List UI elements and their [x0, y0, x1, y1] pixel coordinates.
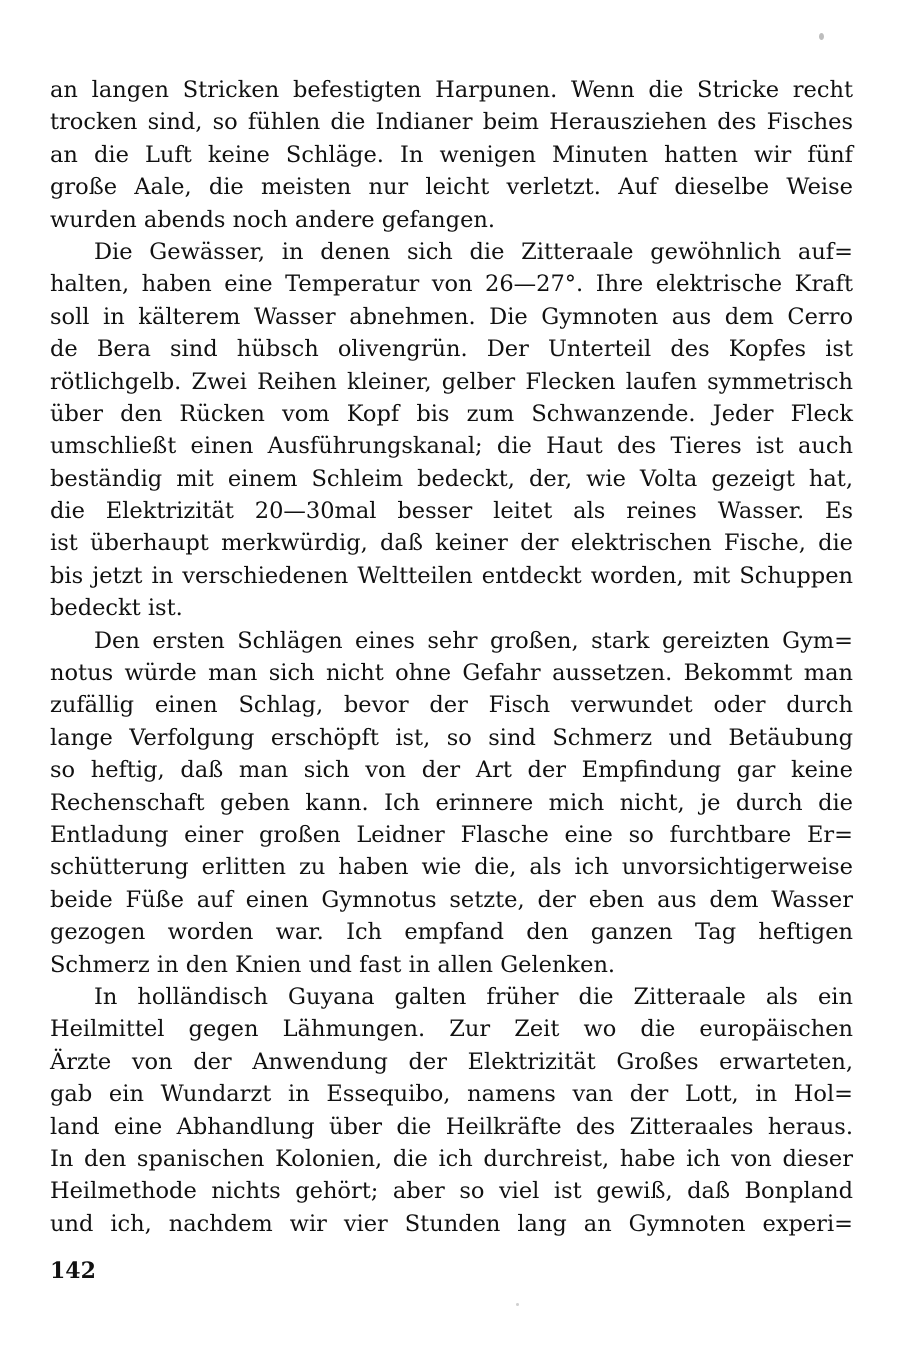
body-text	[50, 74, 853, 1240]
text-line: große Aale, die meisten nur leicht verletzt. Auf dieselbe Weise	[50, 174, 853, 201]
text-line: über den Rücken vom Kopf bis zum Schwanzende. Jeder Fleck	[50, 400, 853, 427]
text-line: Ärzte von der Anwendung der Elektrizität Großes erwarteten,	[50, 1048, 853, 1075]
text-line: wurden abends noch andere gefangen.	[50, 206, 496, 233]
text-line: schütterung erlitten zu haben wie die, als ich unvorsichtigerweise	[50, 854, 853, 881]
text-line: bis jetzt in verschiedenen Weltteilen entdeckt worden, mit Schuppen	[50, 562, 853, 589]
text-line: zufällig einen Schlag, bevor der Fisch verwundet oder durch	[50, 692, 853, 719]
text-line: Schmerz in den Knien und fast in allen Gelenken.	[50, 951, 616, 978]
text-line: so heftig, daß man sich von der Art der Empfindung gar keine	[50, 757, 853, 784]
text-line: lange Verfolgung erschöpft ist, so sind Schmerz und Betäubung	[50, 724, 853, 751]
text-line: notus würde man sich nicht ohne Gefahr aussetzen. Bekommt man	[50, 660, 853, 687]
text-line: umschließt einen Ausführungskanal; die Haut des Tieres ist auch	[50, 433, 853, 460]
text-line: Den ersten Schlägen eines sehr großen, stark gereizten Gym=	[94, 627, 853, 654]
ink-speck	[819, 33, 824, 40]
text-line: gab ein Wundarzt in Essequibo, namens van der Lott, in Hol=	[50, 1081, 853, 1108]
text-line: an die Luft keine Schläge. In wenigen Minuten hatten wir fünf	[50, 141, 853, 168]
text-line: Entladung einer großen Leidner Flasche eine so furchtbare Er=	[50, 821, 853, 848]
text-line: an langen Stricken befestigten Harpunen. Wenn die Stricke recht	[50, 77, 853, 103]
text-line: land eine Abhandlung über die Heilkräfte des Zitteraales heraus.	[50, 1113, 853, 1140]
text-line: Heilmethode nichts gehört; aber so viel ist gewiß, daß Bonpland	[50, 1178, 853, 1205]
text-line: soll in kälterem Wasser abnehmen. Die Gymnoten aus dem Cerro	[50, 303, 853, 330]
text-line: rötlichgelb. Zwei Reihen kleiner, gelber Flecken laufen symmetrisch	[50, 368, 853, 395]
ink-speck	[516, 1303, 519, 1306]
page-number: 142	[50, 1258, 96, 1284]
text-line: In holländisch Guyana galten früher die Zitteraale als ein	[94, 983, 853, 1010]
text-line: Rechenschaft geben kann. Ich erinnere mich nicht, je durch die	[50, 789, 853, 816]
text-line: In den spanischen Kolonien, die ich durchreist, habe ich von dieser	[50, 1145, 853, 1172]
text-line: beide Füße auf einen Gymnotus setzte, der eben aus dem Wasser	[50, 886, 853, 913]
text-line: beständig mit einem Schleim bedeckt, der, wie Volta gezeigt hat,	[50, 465, 853, 492]
text-line: halten, haben eine Temperatur von 26—27°. Ihre elektrische Kraft	[50, 271, 853, 298]
text-line: trocken sind, so fühlen die Indianer beim Herausziehen des Fisches	[50, 109, 853, 136]
text-line: bedeckt ist.	[50, 595, 183, 622]
text-line: gezogen worden war. Ich empfand den ganzen Tag heftigen	[50, 919, 853, 946]
text-line: die Elektrizität 20—30mal besser leitet als reines Wasser. Es	[50, 498, 853, 525]
text-line: und ich, nachdem wir vier Stunden lang an Gymnoten experi=	[50, 1210, 853, 1237]
text-line: de Bera sind hübsch olivengrün. Der Unterteil des Kopfes ist	[50, 336, 853, 363]
text-line: Heilmittel gegen Lähmungen. Zur Zeit wo die europäischen	[50, 1016, 853, 1043]
text-line: ist überhaupt merkwürdig, daß keiner der elektrischen Fische, die	[50, 530, 853, 557]
text-line: Die Gewässer, in denen sich die Zitteraale gewöhnlich auf=	[94, 238, 853, 265]
